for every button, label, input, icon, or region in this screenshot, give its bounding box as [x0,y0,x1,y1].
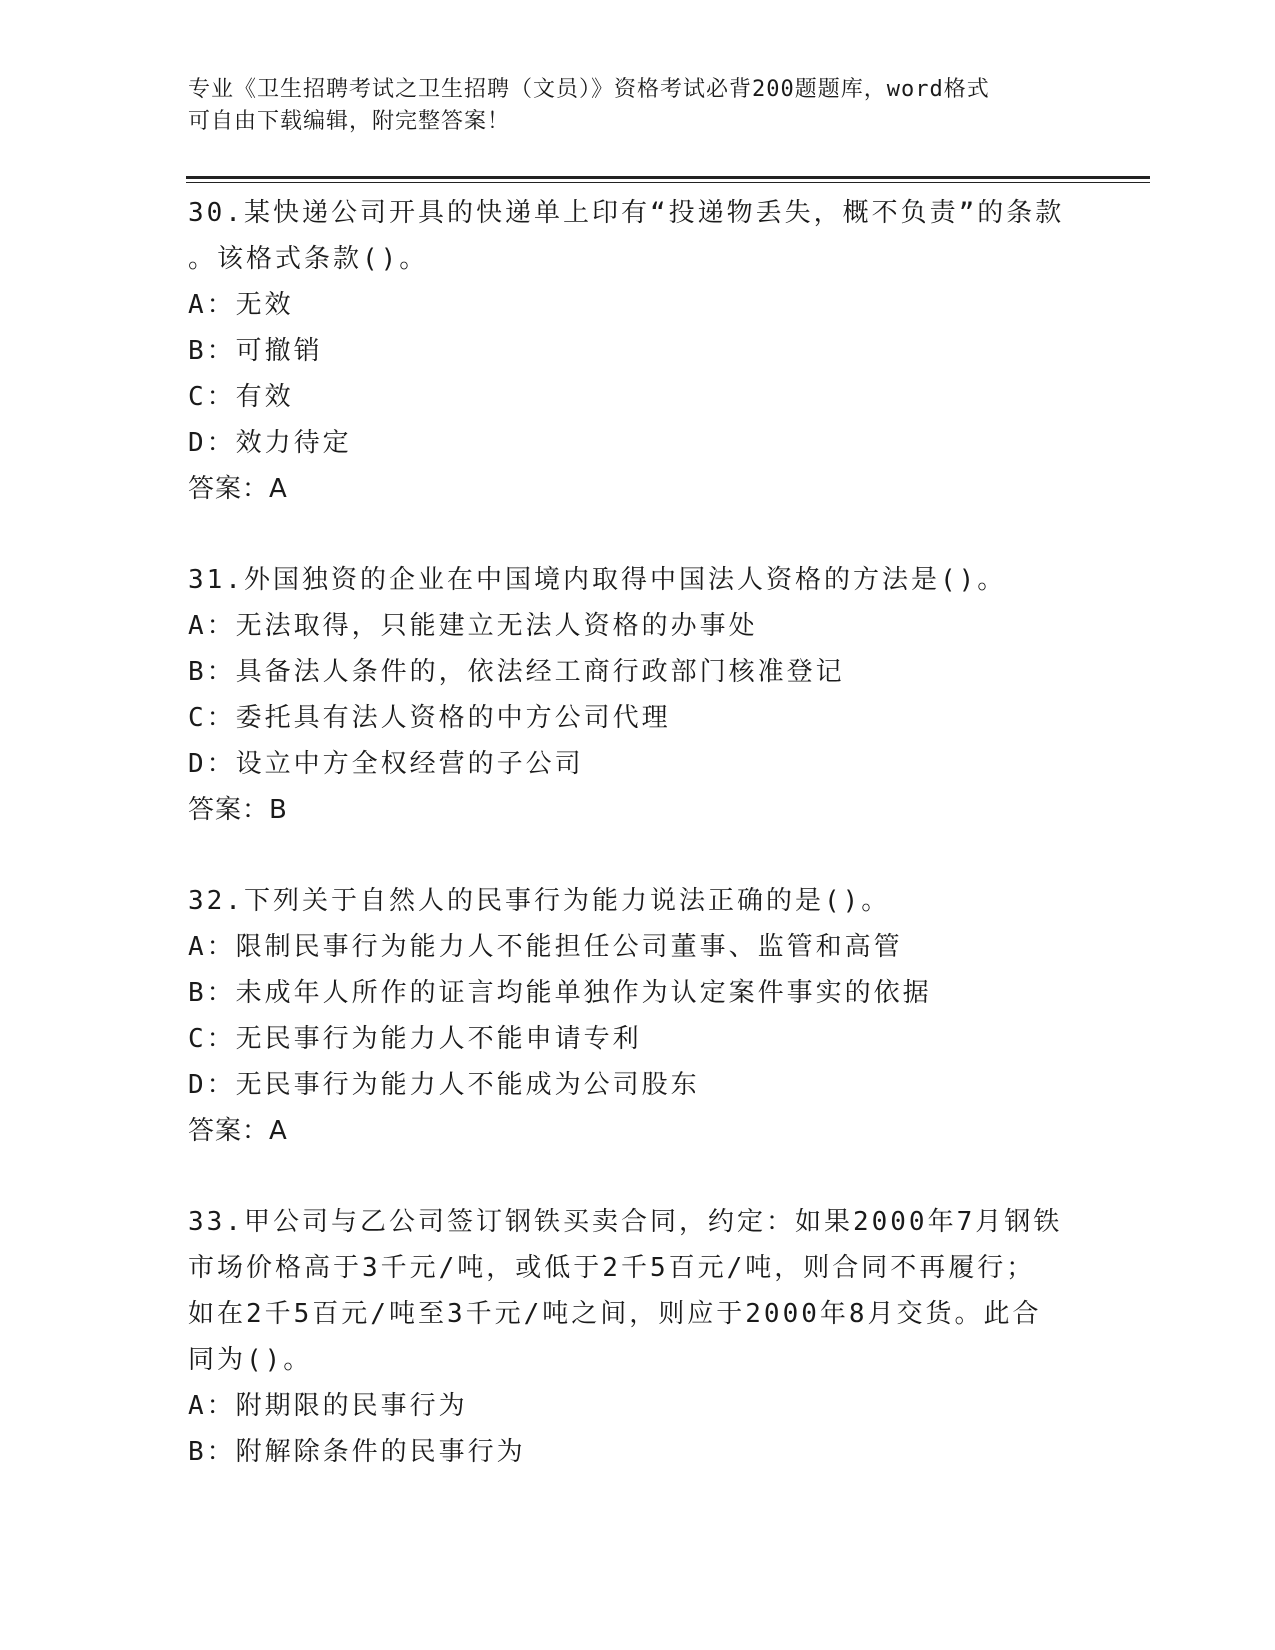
question-stem: 如在2千5百元/吨至3千元/吨之间，则应于2000年8月交货。此合 [188,1299,1042,1329]
option-a: A：无法取得，只能建立无法人资格的办事处 [188,611,758,641]
option-d: D：设立中方全权经营的子公司 [188,749,584,779]
option-b: B：可撤销 [188,336,323,366]
question-stem: 。该格式条款()。 [188,244,429,274]
option-b: B：附解除条件的民事行为 [188,1437,526,1467]
question-stem: 33.甲公司与乙公司签订钢铁买卖合同，约定：如果2000年7月钢铁 [188,1207,1063,1237]
document-header [188,74,1088,138]
question-stem: 市场价格高于3千元/吨，或低于2千5百元/吨，则合同不再履行； [188,1253,1036,1283]
answer: 答案：B [188,795,288,825]
question-32 [188,878,1088,1154]
option-b: B：具备法人条件的，依法经工商行政部门核准登记 [188,657,845,687]
option-d: D：效力待定 [188,428,352,458]
option-c: C：无民事行为能力人不能申请专利 [188,1024,642,1054]
question-stem: 30.某快递公司开具的快递单上印有“投递物丢失，概不负责”的条款 [188,198,1065,228]
question-stem: 32.下列关于自然人的民事行为能力说法正确的是()。 [188,886,891,916]
header-divider-thick [186,176,1150,179]
question-stem: 31.外国独资的企业在中国境内取得中国法人资格的方法是()。 [188,565,1007,595]
option-b: B：未成年人所作的证言均能单独作为认定案件事实的依据 [188,978,932,1008]
option-d: D：无民事行为能力人不能成为公司股东 [188,1070,700,1100]
question-30 [188,190,1088,512]
question-31 [188,557,1088,833]
option-a: A：附期限的民事行为 [188,1391,468,1421]
answer: 答案：A [188,1116,288,1146]
header-line-1: 专业《卫生招聘考试之卫生招聘（文员）》资格考试必背200题题库，word格式 [188,77,990,102]
option-a: A：无效 [188,290,294,320]
header-line-2: 可自由下载编辑，附完整答案！ [188,109,511,134]
answer: 答案：A [188,474,288,504]
option-c: C：委托具有法人资格的中方公司代理 [188,703,671,733]
question-stem: 同为()。 [188,1345,313,1375]
question-33 [188,1199,1088,1475]
option-c: C：有效 [188,382,294,412]
header-divider-thin [186,182,1150,183]
option-a: A：限制民事行为能力人不能担任公司董事、监管和高管 [188,932,903,962]
question-list [188,190,1088,1520]
